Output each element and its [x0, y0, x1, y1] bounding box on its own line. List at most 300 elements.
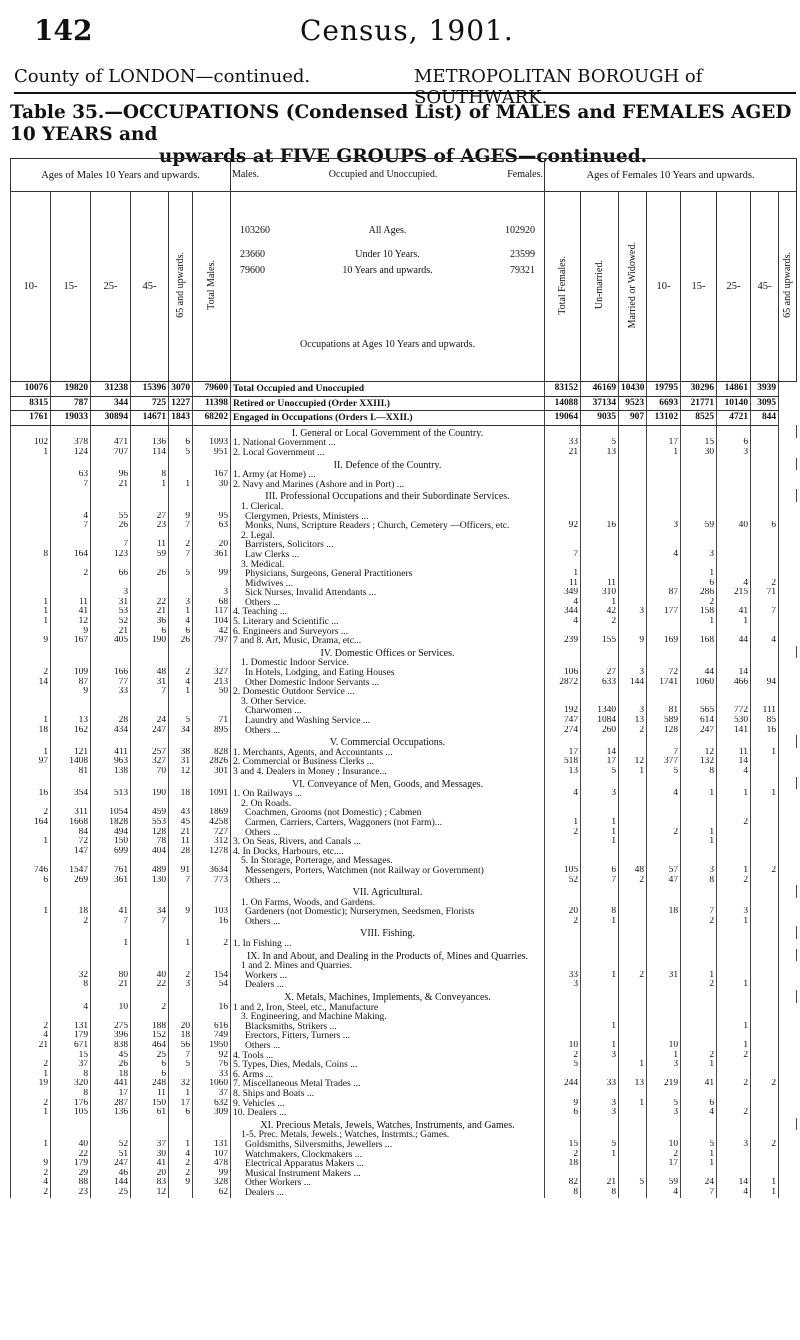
female-count: 1 — [717, 980, 751, 990]
table-row — [11, 617, 797, 627]
male-count: 434 — [91, 726, 131, 736]
female-count: 40 — [717, 521, 751, 531]
male-count: 257 — [131, 748, 169, 758]
male-count — [91, 658, 131, 668]
female-count — [619, 560, 647, 570]
female-count — [619, 598, 647, 608]
male-count: 1054 — [91, 808, 131, 818]
female-count — [681, 1041, 717, 1051]
female-count: 8 — [581, 1188, 619, 1198]
male-count — [169, 1070, 193, 1080]
ten-up-males: 79600 — [240, 264, 266, 276]
male-count: 4 — [169, 617, 193, 627]
female-count: 747 — [545, 716, 581, 726]
female-count — [619, 480, 647, 490]
table-row — [11, 1150, 797, 1160]
male-count — [131, 856, 169, 866]
male-count: 188 — [131, 1022, 169, 1032]
male-count: 3 — [169, 598, 193, 608]
female-count — [681, 856, 717, 866]
male-count: 344 — [91, 396, 131, 411]
female-count: 2 — [647, 1150, 681, 1160]
male-count — [91, 560, 131, 570]
table-row — [11, 678, 797, 688]
female-count — [545, 1130, 581, 1140]
male-count: 36 — [131, 617, 169, 627]
male-count: 725 — [131, 396, 169, 411]
male-count: 9 — [11, 636, 51, 646]
female-count: 21 — [581, 1178, 619, 1188]
female-count — [647, 687, 681, 697]
female-count: 2 — [717, 876, 751, 886]
male-count: 2 — [11, 668, 51, 678]
female-count — [751, 837, 779, 847]
male-count: 838 — [91, 1041, 131, 1051]
female-count: 1 — [751, 748, 779, 758]
female-count: 4 — [717, 579, 751, 589]
female-count — [619, 531, 647, 541]
female-count — [717, 531, 751, 541]
female-count — [581, 480, 619, 490]
female-count: 1 — [681, 617, 717, 627]
section-heading-row — [11, 777, 797, 790]
male-count: 1093 — [193, 438, 231, 448]
male-count — [11, 588, 51, 598]
female-count: 1 — [647, 1051, 681, 1061]
female-count — [751, 627, 779, 637]
male-count — [51, 961, 91, 971]
table-row — [11, 837, 797, 847]
male-count: 77 — [91, 678, 131, 688]
female-count — [681, 1031, 717, 1041]
male-count: 2 — [11, 1060, 51, 1070]
male-count: 41 — [51, 607, 91, 617]
female-count — [619, 1031, 647, 1041]
female-count: 1741 — [647, 678, 681, 688]
section-title: XI. Precious Metals, Jewels, Watches, Instruments, and Games. — [231, 1118, 545, 1131]
male-count: 8 — [51, 1089, 91, 1099]
female-count — [545, 687, 581, 697]
female-count — [717, 502, 751, 512]
female-count: 3 — [647, 521, 681, 531]
col-f-10: 10- — [647, 192, 681, 382]
female-count: 5 — [581, 1140, 619, 1150]
occupation-label: 1 and 2. Mines and Quarries. — [231, 961, 545, 971]
male-count: 136 — [131, 438, 169, 448]
female-count: 2 — [545, 1150, 581, 1160]
female-count — [619, 808, 647, 818]
table-row — [11, 939, 797, 949]
female-count — [581, 856, 619, 866]
male-count: 124 — [51, 448, 91, 458]
male-count: 61 — [131, 1108, 169, 1118]
male-count — [169, 502, 193, 512]
female-count — [681, 939, 717, 949]
male-count: 42 — [193, 627, 231, 637]
female-count: 1 — [681, 1159, 717, 1169]
male-count: 166 — [91, 668, 131, 678]
male-count: 32 — [169, 1079, 193, 1089]
male-count: 3 — [91, 588, 131, 598]
female-count: 1 — [581, 1150, 619, 1160]
female-count — [619, 856, 647, 866]
col-f-45: 45- — [751, 192, 779, 382]
female-count — [751, 658, 779, 668]
female-count: 111 — [751, 706, 779, 716]
female-count: 15 — [545, 1140, 581, 1150]
table-row — [11, 898, 797, 908]
male-count: 963 — [91, 757, 131, 767]
male-count: 131 — [51, 1022, 91, 1032]
female-count — [545, 856, 581, 866]
male-count — [131, 706, 169, 716]
female-count: 19064 — [545, 411, 581, 426]
female-count — [681, 1022, 717, 1032]
male-count: 361 — [91, 876, 131, 886]
female-count: 530 — [717, 716, 751, 726]
table-row — [11, 382, 797, 396]
female-count: 31 — [647, 971, 681, 981]
table-row — [11, 560, 797, 570]
male-count — [51, 1130, 91, 1140]
male-count: 51 — [91, 1150, 131, 1160]
occupation-label: Watchmakers, Clockmakers ... — [231, 1150, 545, 1160]
female-count: 14088 — [545, 396, 581, 411]
male-count: 9 — [11, 1159, 51, 1169]
male-count — [193, 560, 231, 570]
female-count — [619, 470, 647, 480]
male-count: 8 — [11, 550, 51, 560]
male-count — [51, 898, 91, 908]
male-count — [11, 697, 51, 707]
occupation-label: Musical Instrument Makers ... — [231, 1169, 545, 1179]
female-count — [545, 939, 581, 949]
male-count — [193, 658, 231, 668]
occupation-label: 6. Arms ... — [231, 1070, 545, 1080]
female-count: 2 — [581, 617, 619, 627]
female-count — [681, 1070, 717, 1080]
male-count: 287 — [91, 1099, 131, 1109]
female-count — [681, 627, 717, 637]
male-count: 5 — [169, 448, 193, 458]
female-count: 1 — [581, 1041, 619, 1051]
male-count: 25 — [131, 1051, 169, 1061]
female-count: 3 — [581, 789, 619, 799]
female-count — [717, 540, 751, 550]
female-count: 9035 — [581, 411, 619, 426]
table-row — [11, 917, 797, 927]
male-count: 31238 — [91, 382, 131, 396]
female-count — [581, 540, 619, 550]
female-count: 6 — [681, 579, 717, 589]
female-count — [717, 480, 751, 490]
female-count — [647, 1089, 681, 1099]
male-count: 19820 — [51, 382, 91, 396]
male-count: 1 — [169, 939, 193, 949]
male-count: 1278 — [193, 847, 231, 857]
male-count: 22 — [131, 980, 169, 990]
female-count — [619, 687, 647, 697]
female-count — [681, 898, 717, 908]
all-ages-females: 102920 — [505, 224, 536, 236]
female-count: 3 — [647, 1060, 681, 1070]
male-count — [11, 847, 51, 857]
female-count — [619, 579, 647, 589]
male-count: 41 — [91, 907, 131, 917]
male-count: 312 — [193, 837, 231, 847]
occupation-label: In Hotels, Lodging, and Eating Houses — [231, 668, 545, 678]
table-row — [11, 502, 797, 512]
female-count: 10 — [647, 1140, 681, 1150]
male-count — [131, 799, 169, 809]
female-count: 13 — [619, 1079, 647, 1089]
section-title: I. General or Local Government of the Country. — [231, 425, 545, 438]
female-count — [647, 540, 681, 550]
female-count: 12 — [619, 757, 647, 767]
female-count: 18 — [545, 1159, 581, 1169]
occupation-label: 1. National Government ... — [231, 438, 545, 448]
table-row — [11, 1051, 797, 1061]
male-count: 12 — [131, 1188, 169, 1198]
female-count — [619, 961, 647, 971]
female-count: 8 — [581, 907, 619, 917]
table-row — [11, 789, 797, 799]
male-count: 1668 — [51, 818, 91, 828]
female-count: 1 — [581, 1022, 619, 1032]
female-count: 4 — [717, 1188, 751, 1198]
male-count: 123 — [91, 550, 131, 560]
male-count — [131, 898, 169, 908]
male-count: 72 — [51, 837, 91, 847]
female-count: 907 — [619, 411, 647, 426]
male-count — [11, 856, 51, 866]
female-count: 1 — [717, 866, 751, 876]
female-count — [717, 799, 751, 809]
male-count: 1227 — [169, 396, 193, 411]
female-count — [619, 898, 647, 908]
female-count — [619, 1041, 647, 1051]
female-count — [581, 569, 619, 579]
female-count: 16 — [581, 521, 619, 531]
female-count — [581, 512, 619, 522]
male-count — [193, 502, 231, 512]
male-count: 464 — [131, 1041, 169, 1051]
male-count — [11, 828, 51, 838]
female-count: 11 — [717, 748, 751, 758]
female-count: 1 — [581, 828, 619, 838]
male-count — [91, 502, 131, 512]
female-count: 3 — [581, 1099, 619, 1109]
female-count — [581, 470, 619, 480]
female-count — [681, 502, 717, 512]
female-count: 81 — [647, 706, 681, 716]
female-count: 4 — [647, 1188, 681, 1198]
table-row — [11, 687, 797, 697]
male-count: 16 — [193, 1003, 231, 1013]
male-count: 18 — [51, 907, 91, 917]
male-count — [131, 588, 169, 598]
male-count: 749 — [193, 1031, 231, 1041]
female-count — [619, 627, 647, 637]
male-count: 8 — [51, 980, 91, 990]
male-count: 6 — [131, 1060, 169, 1070]
female-count — [581, 1070, 619, 1080]
female-count — [751, 828, 779, 838]
male-count: 828 — [193, 748, 231, 758]
male-count: 8 — [131, 470, 169, 480]
female-count — [647, 697, 681, 707]
female-count — [545, 697, 581, 707]
male-count: 136 — [91, 1108, 131, 1118]
male-count — [11, 1089, 51, 1099]
male-count: 27 — [131, 512, 169, 522]
male-count: 21 — [91, 980, 131, 990]
male-count — [169, 697, 193, 707]
female-count: 18 — [647, 907, 681, 917]
male-count: 361 — [193, 550, 231, 560]
female-count: 4 — [717, 767, 751, 777]
male-count — [11, 579, 51, 589]
male-count: 5 — [169, 569, 193, 579]
female-count: 83152 — [545, 382, 581, 396]
male-count: 787 — [51, 396, 91, 411]
col-f-married: Married or Widowed. — [619, 192, 647, 382]
table-row — [11, 480, 797, 490]
male-count — [51, 799, 91, 809]
female-count — [751, 502, 779, 512]
female-count — [581, 898, 619, 908]
male-count — [11, 658, 51, 668]
male-count: 30 — [131, 1150, 169, 1160]
female-count — [581, 502, 619, 512]
female-count: 1 — [581, 917, 619, 927]
female-count: 1 — [681, 569, 717, 579]
male-count: 21 — [91, 627, 131, 637]
female-count: 6 — [751, 521, 779, 531]
female-count — [647, 1070, 681, 1080]
female-count: 14 — [581, 748, 619, 758]
male-count: 63 — [193, 521, 231, 531]
occupation-label: Others ... — [231, 828, 545, 838]
occupation-label: Midwives ... — [231, 579, 545, 589]
male-count: 248 — [131, 1079, 169, 1089]
female-count — [619, 939, 647, 949]
female-count — [717, 1159, 751, 1169]
female-count — [751, 917, 779, 927]
male-count — [11, 799, 51, 809]
male-count: 9 — [51, 687, 91, 697]
female-count: 2 — [751, 579, 779, 589]
female-count — [581, 980, 619, 990]
male-count: 14 — [11, 678, 51, 688]
female-count: 85 — [751, 716, 779, 726]
male-count: 164 — [11, 818, 51, 828]
female-count: 2 — [717, 1079, 751, 1089]
female-count: 2 — [681, 598, 717, 608]
female-count — [717, 1130, 751, 1140]
female-count: 1 — [681, 971, 717, 981]
female-count — [545, 1169, 581, 1179]
female-count — [581, 808, 619, 818]
occupation-label: Other Workers ... — [231, 1178, 545, 1188]
table-row — [11, 579, 797, 589]
occupation-label: Others ... — [231, 876, 545, 886]
female-count — [619, 512, 647, 522]
table-row — [11, 411, 797, 426]
male-count — [169, 1012, 193, 1022]
male-count — [11, 540, 51, 550]
female-count — [647, 808, 681, 818]
male-count — [131, 961, 169, 971]
table-row — [11, 607, 797, 617]
male-count — [91, 856, 131, 866]
occupation-label: 1. Domestic Indoor Service. — [231, 658, 545, 668]
male-count: 15 — [51, 1051, 91, 1061]
table-row — [11, 971, 797, 981]
female-count — [751, 818, 779, 828]
female-count: 37134 — [581, 396, 619, 411]
female-count — [717, 961, 751, 971]
male-count: 1950 — [193, 1041, 231, 1051]
male-count: 16 — [11, 789, 51, 799]
female-count — [751, 1108, 779, 1118]
male-count — [169, 531, 193, 541]
female-count: 1 — [545, 818, 581, 828]
male-count: 18 — [169, 789, 193, 799]
male-count: 7 — [91, 540, 131, 550]
table-row — [11, 658, 797, 668]
female-count — [647, 898, 681, 908]
male-count — [131, 939, 169, 949]
female-count — [717, 598, 751, 608]
female-count: 141 — [717, 726, 751, 736]
occupation-label: Clergymen, Priests, Ministers ... — [231, 512, 545, 522]
male-count — [193, 706, 231, 716]
male-count: 2 — [169, 1169, 193, 1179]
male-count: 441 — [91, 1079, 131, 1089]
female-count — [751, 1130, 779, 1140]
male-count: 2 — [169, 668, 193, 678]
male-count: 164 — [51, 550, 91, 560]
male-count: 1060 — [193, 1079, 231, 1089]
male-count — [51, 658, 91, 668]
table-row — [11, 1099, 797, 1109]
female-count — [751, 876, 779, 886]
table-row — [11, 1079, 797, 1089]
female-count: 2 — [717, 1051, 751, 1061]
female-count — [717, 687, 751, 697]
female-count: 72 — [647, 668, 681, 678]
female-count — [717, 470, 751, 480]
male-count: 43 — [169, 808, 193, 818]
female-count — [545, 808, 581, 818]
female-count — [681, 560, 717, 570]
female-count: 244 — [545, 1079, 581, 1089]
female-count — [619, 617, 647, 627]
occupation-label: 3. Medical. — [231, 560, 545, 570]
female-count: 3 — [619, 668, 647, 678]
male-count: 7 — [51, 480, 91, 490]
male-count: 5 — [169, 1060, 193, 1070]
female-count: 772 — [717, 706, 751, 716]
female-count: 1060 — [681, 678, 717, 688]
male-count — [193, 697, 231, 707]
female-count — [717, 837, 751, 847]
female-count: 4 — [545, 598, 581, 608]
table-row — [11, 521, 797, 531]
header-rule — [14, 92, 796, 94]
table-row — [11, 697, 797, 707]
